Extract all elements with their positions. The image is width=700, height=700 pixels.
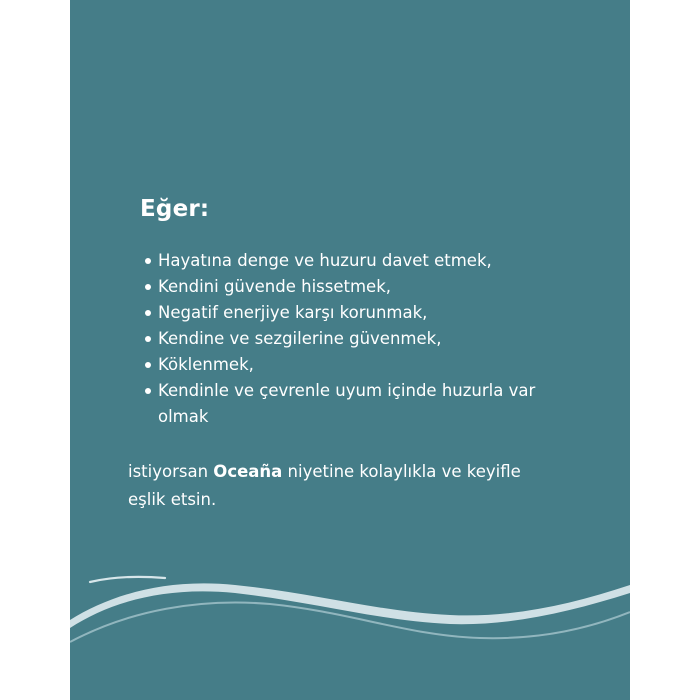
benefit-list	[140, 248, 580, 430]
list-item: Kendinle ve çevrenle uyum içinde huzurla var olmak	[140, 378, 580, 430]
wave-decoration	[70, 560, 630, 700]
closing-text-end: niyetine kolaylıkla ve keyifle eşlik etsin.	[128, 462, 521, 509]
heading: Eğer:	[140, 196, 210, 222]
list-item: Kendine ve sezgilerine güvenmek,	[140, 326, 580, 352]
brand-name: Oceaña	[213, 462, 283, 481]
info-card	[70, 0, 630, 700]
closing-text-start: istiyorsan	[128, 462, 214, 481]
wave-band-main	[70, 583, 630, 628]
list-item: Köklenmek,	[140, 352, 580, 378]
wave-line-upper	[90, 577, 165, 582]
list-item: Negatif enerjiye karşı korunmak,	[140, 300, 580, 326]
closing-text	[128, 458, 558, 514]
list-item: Kendini güvende hissetmek,	[140, 274, 580, 300]
list-item: Hayatına denge ve huzuru davet etmek,	[140, 248, 580, 274]
